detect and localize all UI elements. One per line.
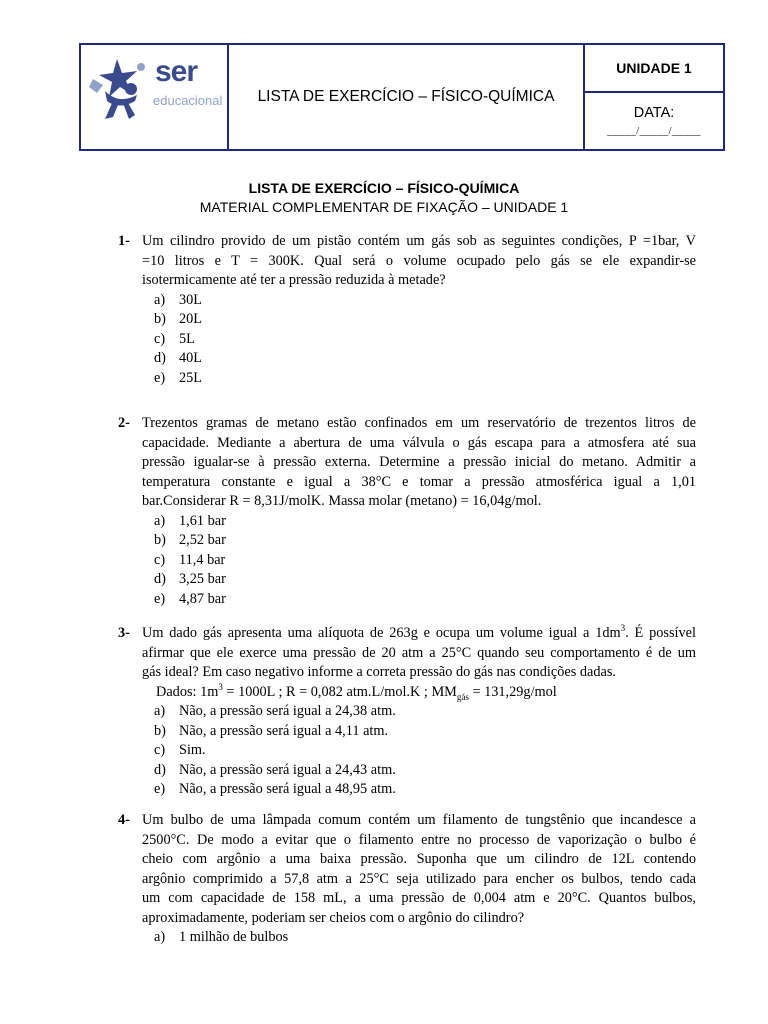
question-text	[142, 811, 696, 928]
date-label: DATA:	[633, 105, 675, 121]
option-e	[154, 780, 696, 800]
option-text: 5L	[179, 330, 195, 347]
unit-label: UNIDADE 1	[585, 45, 723, 93]
question-line: =10 litros e T = 300K. Qual será o volume ocupado pelo gás se ele expandir-se	[142, 252, 696, 269]
question-line: bar.Considerar R = 8,31J/molK. Massa molar (metano) = 16,04g/mol.	[142, 493, 542, 509]
question-number: 1-	[118, 233, 130, 249]
question-4	[118, 811, 696, 948]
option-text: 25L	[179, 369, 203, 386]
question-number: 3-	[118, 625, 130, 641]
option-text: 1,61 bar	[179, 512, 226, 529]
option-key: b)	[154, 311, 166, 327]
option-key: a)	[154, 512, 166, 529]
header-info	[585, 45, 723, 149]
option-text: 2,52 bar	[179, 532, 226, 548]
question-line: 2500°C. De modo a evitar que o filamento entre no processo de vaporização o bulbo é	[142, 831, 696, 848]
option-b	[154, 310, 696, 330]
option-e	[154, 369, 696, 389]
question-1	[118, 232, 696, 388]
question-line-text: Um dado gás apresenta uma alíquota de 263g e ocupa um volume igual a 1dm	[142, 625, 621, 641]
superscript: 3	[218, 681, 223, 692]
given-data-text: = 1000L ; R = 0,082 atm.L/mol.K ; MM	[222, 683, 457, 700]
question-line: capacidade. Mediante a abertura de uma válvula o gás escapa para a atmosfera até sua	[142, 434, 696, 451]
option-d	[154, 761, 696, 781]
question-3	[118, 624, 696, 800]
option-a	[154, 702, 696, 722]
option-text: 20L	[179, 311, 203, 327]
document-subtitle: MATERIAL COMPLEMENTAR DE FIXAÇÃO – UNIDADE 1	[199, 199, 569, 215]
option-text: Não, a pressão será igual a 24,43 atm.	[179, 761, 396, 778]
option-key: c)	[154, 330, 166, 347]
question-2	[118, 414, 696, 609]
options-list	[118, 512, 696, 610]
logo-sub-text: educacional	[153, 93, 223, 108]
question-line	[142, 624, 696, 644]
question-line: Um cilindro provido de um pistão contém um gás sob as seguintes condições, P =1bar, V	[142, 233, 696, 249]
option-text: 40L	[179, 350, 203, 366]
option-c	[154, 551, 696, 571]
option-c	[154, 741, 696, 761]
option-a	[154, 512, 696, 532]
option-text: 1 milhão de bulbos	[179, 929, 289, 945]
given-data-text: Dados: 1m	[156, 683, 219, 700]
question-line: argônio comprimido a 57,8 atm a 25°C seja utilizado para encher os bulbos, tendo cada	[142, 870, 696, 887]
question-line-text: . É possível	[625, 625, 696, 641]
document-title: LISTA DE EXERCÍCIO – FÍSICO-QUÍMICA	[248, 180, 520, 196]
option-key: a)	[154, 703, 166, 719]
option-key: e)	[154, 781, 166, 797]
option-a	[154, 291, 696, 311]
option-b	[154, 531, 696, 551]
option-text: Não, a pressão será igual a 4,11 atm.	[179, 722, 389, 739]
option-e	[154, 590, 696, 610]
question-line: Trezentos gramas de metano estão confinados em um reservatório de trezentos litros de	[142, 415, 696, 431]
question-line: Um bulbo de uma lâmpada comum contém um filamento de tungstênio que incandesce a	[142, 812, 696, 828]
option-text: 3,25 bar	[179, 571, 226, 587]
option-key: c)	[154, 551, 166, 568]
options-list	[118, 291, 696, 389]
option-key: a)	[154, 291, 166, 308]
option-text: Não, a pressão será igual a 48,95 atm.	[179, 781, 396, 797]
given-data-text: = 131,29g/mol	[468, 683, 557, 700]
document-header	[79, 43, 725, 151]
option-text: 30L	[179, 291, 203, 308]
option-key: d)	[154, 761, 166, 778]
option-key: e)	[154, 369, 166, 386]
header-title: LISTA DE EXERCÍCIO – FÍSICO-QUÍMICA	[229, 45, 585, 149]
ser-educacional-logo-icon	[85, 57, 155, 127]
question-line: aproximadamente, poderiam ser cheios com o argônio do cilindro?	[142, 909, 525, 926]
subscript: gás	[456, 691, 469, 702]
given-data	[156, 683, 696, 703]
question-number: 2-	[118, 415, 130, 431]
date-box	[585, 93, 723, 149]
option-key: e)	[154, 590, 166, 607]
question-line: pressão igualar-se à pressão externa. Determine a pressão inicial do metano. Admitir a	[142, 454, 696, 470]
option-key: a)	[154, 929, 166, 945]
option-d	[154, 570, 696, 590]
option-c	[154, 330, 696, 350]
date-field[interactable]: _____/_____/_____	[607, 125, 701, 137]
option-text: Sim.	[179, 742, 206, 758]
question-line: cheio com argônio a uma baixa pressão. Suponha que um cilindro de 12L contendo	[142, 851, 696, 867]
option-a	[154, 928, 696, 948]
option-d	[154, 349, 696, 369]
question-line: isotermicamente até ter a pressão reduzida à metade?	[142, 272, 446, 288]
option-text: 4,87 bar	[179, 590, 226, 607]
question-text	[142, 624, 696, 683]
option-text: 11,4 bar	[179, 551, 226, 568]
question-line: um com capacidade de 158 mL, a uma pressão de 0,004 atm e 20°C. Quantos bulbos,	[142, 890, 696, 906]
logo-main-text: ser	[155, 55, 198, 88]
question-text	[142, 414, 696, 512]
question-number: 4-	[118, 812, 130, 828]
options-list	[118, 928, 696, 948]
option-key: b)	[154, 722, 166, 739]
logo	[81, 45, 229, 149]
option-key: c)	[154, 742, 166, 758]
option-b	[154, 722, 696, 742]
option-text: Não, a pressão será igual a 24,38 atm.	[179, 703, 396, 719]
question-line: gás ideal? Em caso negativo informe a correta pressão do gás nas condições dadas.	[142, 664, 617, 680]
option-key: d)	[154, 571, 166, 587]
option-key: d)	[154, 350, 166, 366]
option-key: b)	[154, 532, 166, 548]
superscript: 3	[620, 623, 626, 634]
question-line: afirmar que ele exerce uma pressão de 20 atm a 25°C quando seu comportamento é de um	[142, 644, 696, 661]
options-list	[118, 702, 696, 800]
question-text	[142, 232, 696, 291]
question-line: temperatura constante e igual a 38°C e tomar a pressão atmosférica igual a 1,01	[142, 473, 696, 490]
